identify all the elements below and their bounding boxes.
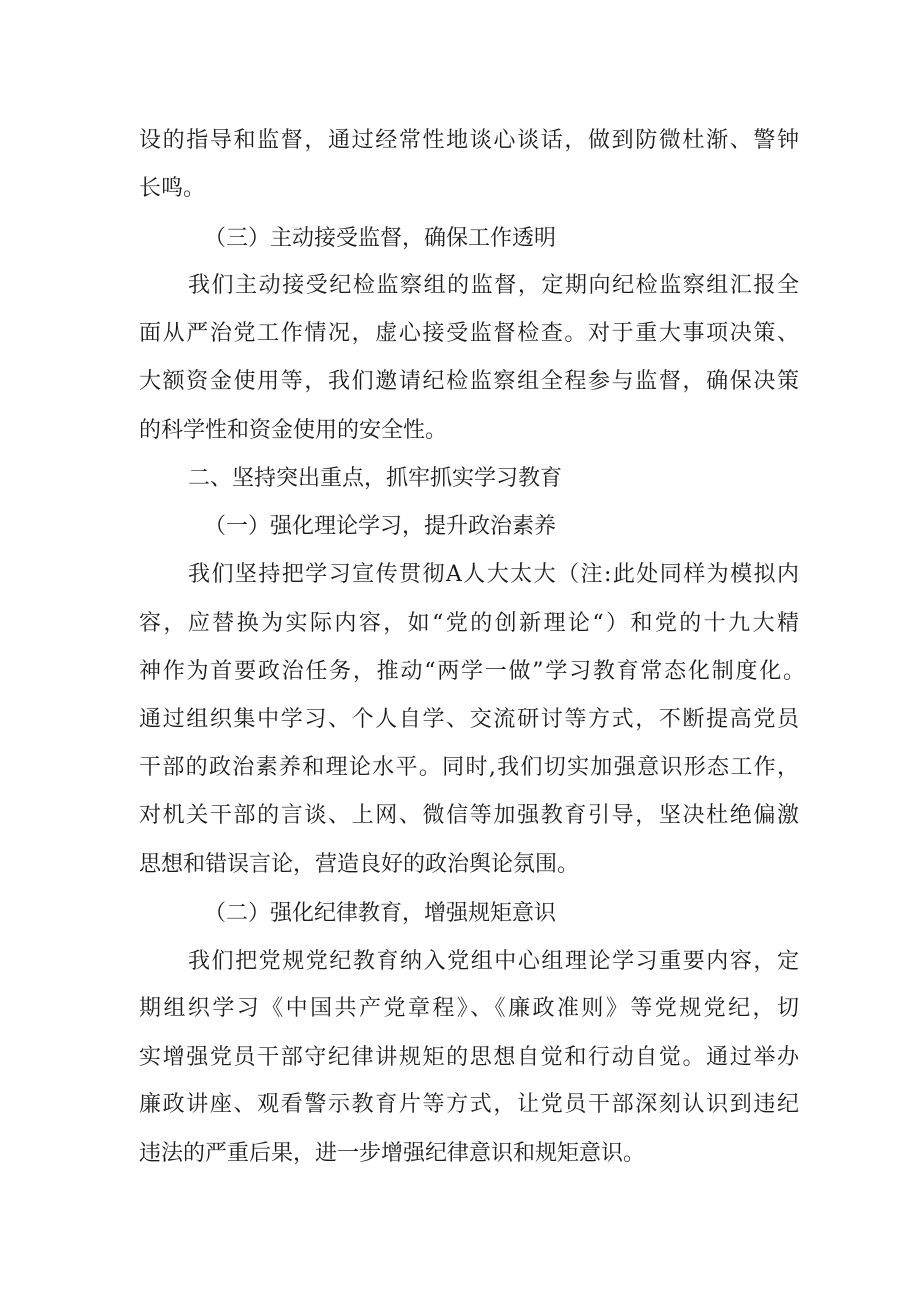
body-text-line: 面从严治党工作情况，虚心接受监督检查。对于重大事项决策、: [139, 321, 799, 346]
body-text-line: 实增强党员干部守纪律讲规矩的思想自觉和行动自觉。通过举办: [139, 1045, 799, 1070]
body-text-line: 容，应替换为实际内容，如“党的创新理论“）和党的十九大精: [139, 611, 799, 636]
body-text-line: 对机关干部的言谈、上网、微信等加强教育引导，坚决杜绝偏激: [139, 803, 799, 828]
body-text-line: 大额资金使用等，我们邀请纪检监察组全程参与监督，确保决策: [139, 369, 799, 394]
body-text-line: 的科学性和资金使用的安全性。: [139, 418, 448, 443]
body-text-line: 设的指导和监督，通过经常性地谈心谈话，做到防微杜渐、警钟: [139, 128, 799, 153]
section-heading: （三）主动接受监督，确保工作透明: [204, 226, 557, 251]
section-heading: （一）强化理论学习，提升政治素养: [204, 514, 557, 539]
body-text-line: 廉政讲座、观看警示教育片等方式，让党员干部深刻认识到违纪: [139, 1092, 799, 1117]
body-text-line: 思想和错误言论，营造良好的政治舆论氛围。: [139, 852, 580, 877]
body-text-line: 我们把党规党纪教育纳入党组中心组理论学习重要内容，定: [188, 949, 799, 974]
body-text-line: 通过组织集中学习、个人自学、交流研讨等方式，不断提高党员: [139, 707, 799, 732]
chapter-heading: 二、坚持突出重点，抓牢抓实学习教育: [188, 466, 563, 491]
body-text-line: 长鸣。: [139, 176, 206, 201]
section-heading: （二）强化纪律教育，增强规矩意识: [204, 901, 557, 926]
body-text-line: 我们坚持把学习宣传贯彻A人大太大（注:此处同样为模拟内: [188, 562, 799, 587]
body-text-line: 干部的政治素养和理论水平。同时,我们切实加强意识形态工作，: [139, 755, 799, 780]
body-text-line: 神作为首要政治任务，推动“两学一做”学习教育常态化制度化。: [139, 659, 805, 684]
body-text-line: 期组织学习《中国共产党章程》、《廉政准则》等党规党纪，切: [139, 996, 799, 1021]
body-text-line: 违法的严重后果，进一步增强纪律意识和规矩意识。: [139, 1141, 646, 1166]
body-text-line: 我们主动接受纪检监察组的监督，定期向纪检监察组汇报全: [188, 273, 799, 298]
